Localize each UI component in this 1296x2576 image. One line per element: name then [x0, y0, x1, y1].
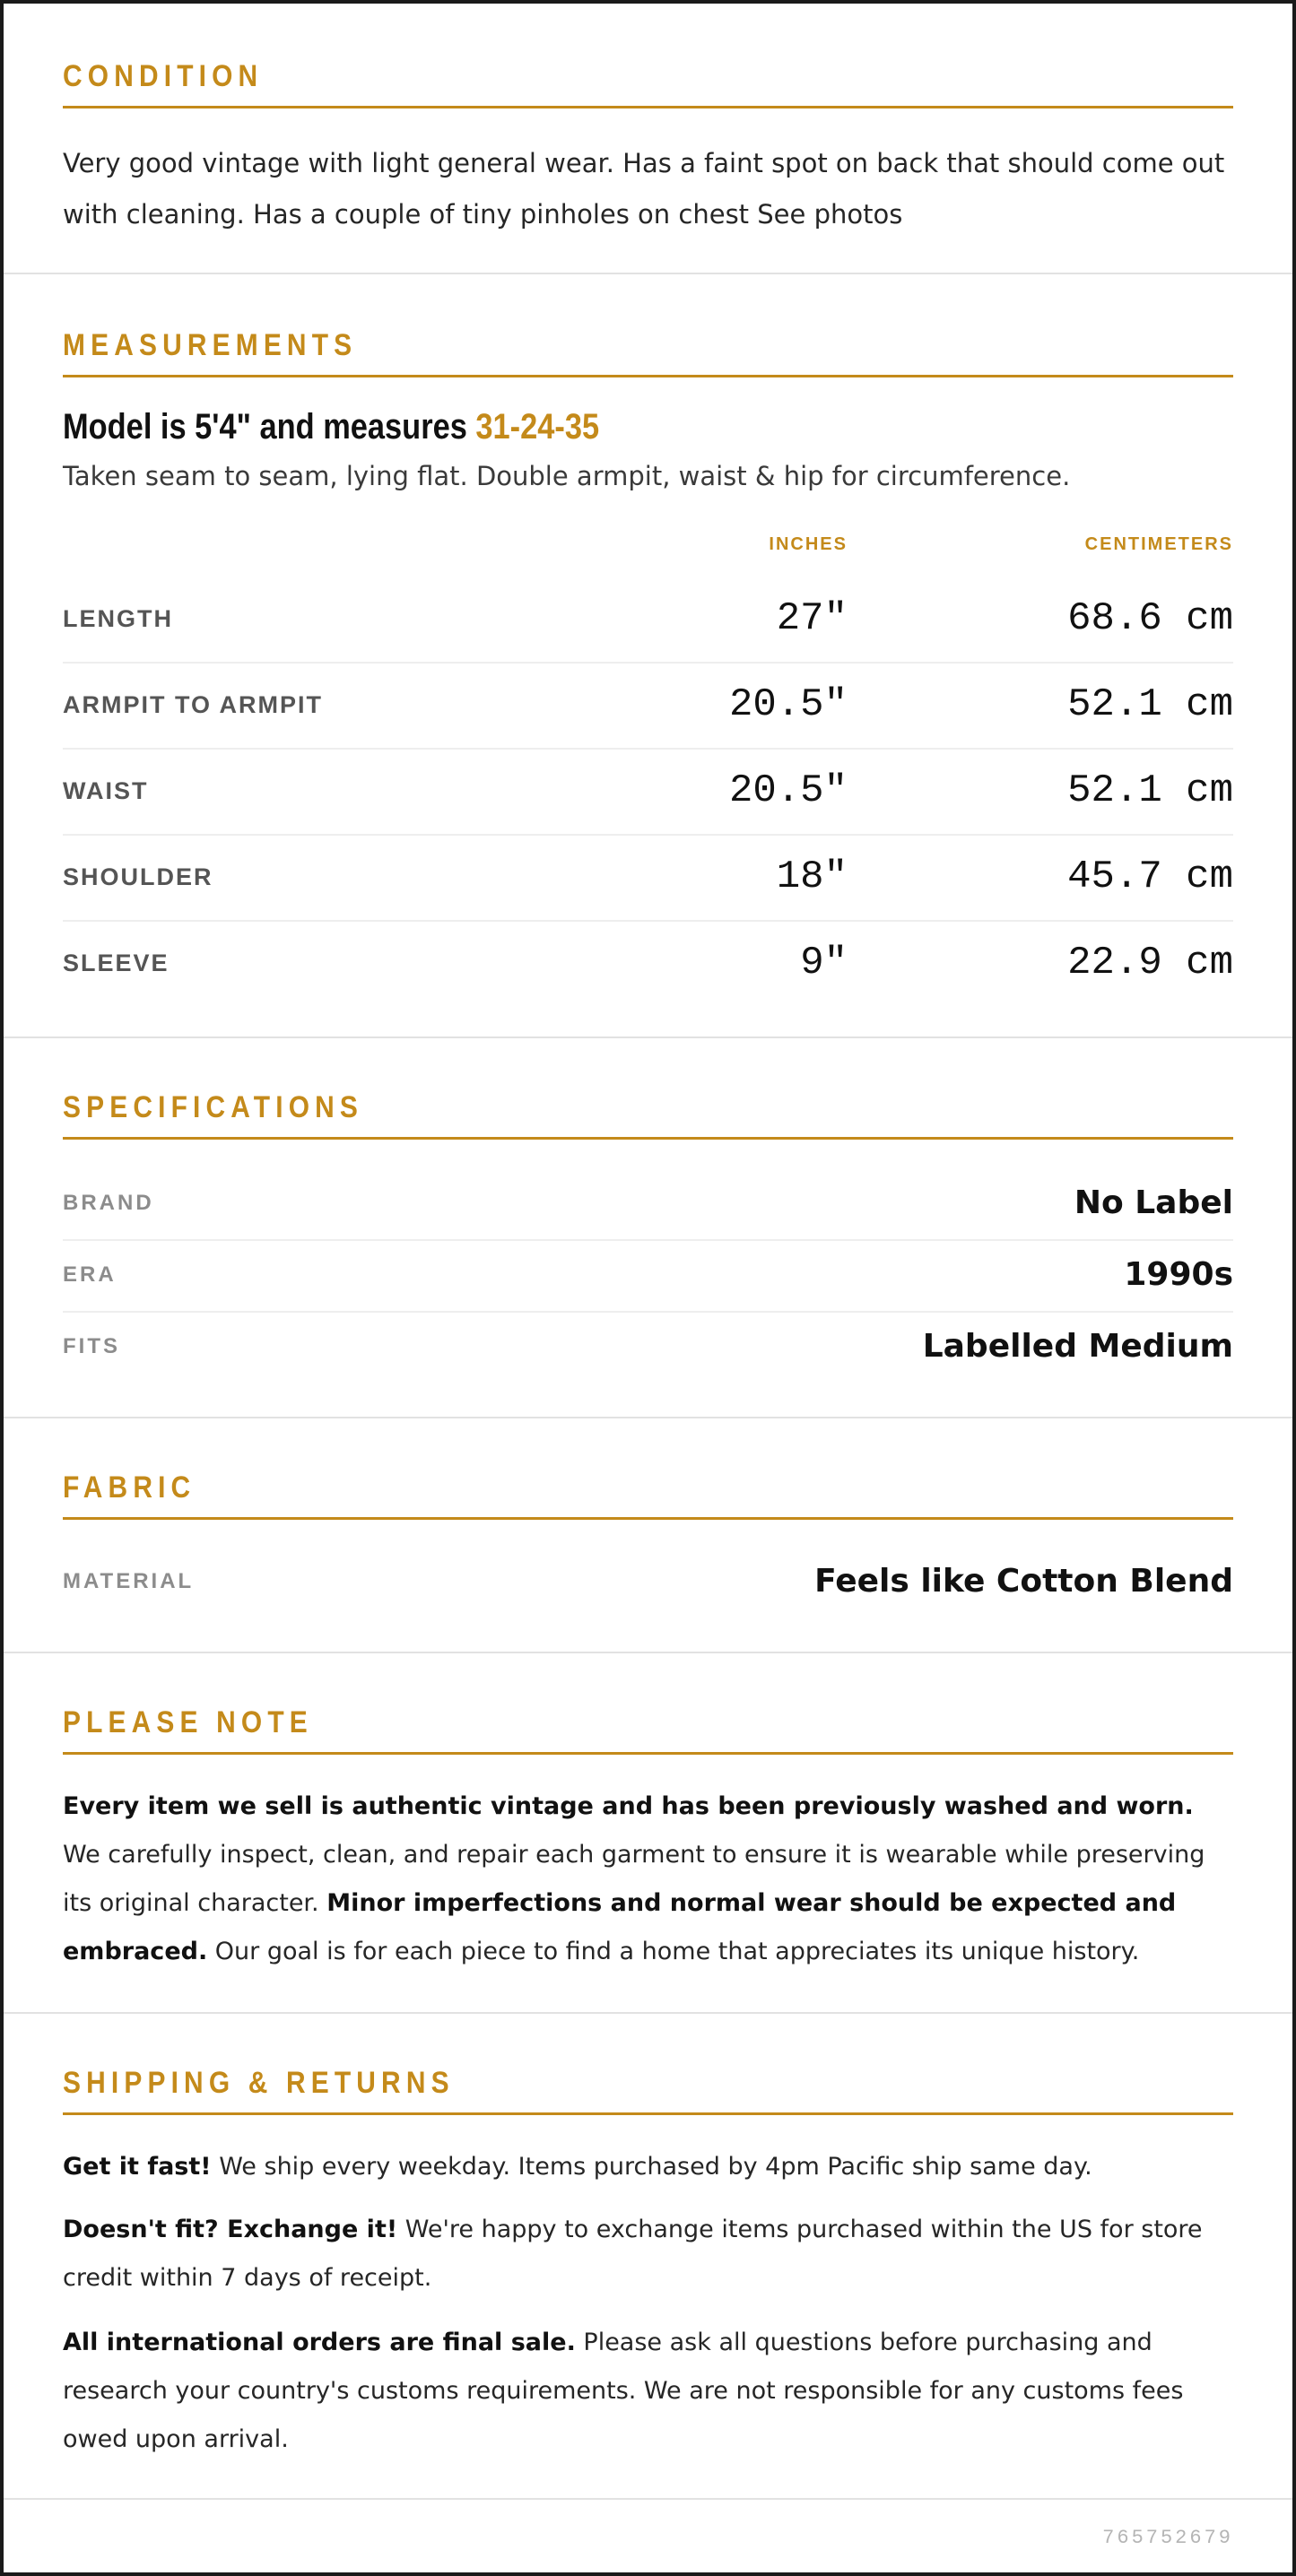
measurement-inches: 9" [800, 941, 848, 985]
exchange-bold: Doesn't fit? Exchange it! [63, 2216, 398, 2243]
condition-section [4, 4, 1292, 274]
goal-text: Our goal is for each piece to find a home that appreciates its unique history. [207, 1938, 1140, 1965]
exchange-text: We're happy to exchange items purchased within the US for store credit within 7 days of receipt. [63, 2216, 1203, 2292]
fabric-section [4, 1418, 1292, 1653]
shipping-speed-paragraph [63, 2143, 1233, 2191]
specifications-header [63, 1038, 1233, 1140]
inches-column-header: INCHES [769, 534, 848, 554]
measurements-header [63, 274, 1233, 377]
fabric-header [63, 1418, 1233, 1520]
measurement-label: SLEEVE [63, 950, 170, 976]
measurement-method-note: Taken seam to seam, lying flat. Double armpit, waist & hip for circumference. [63, 461, 1071, 491]
shipping-speed-bold: Get it fast! [63, 2153, 212, 2181]
spec-value: Labelled Medium [922, 1328, 1233, 1365]
measurement-cm: 68.6 cm [1067, 596, 1233, 641]
measurement-inches: 20.5" [728, 768, 848, 813]
shipping-title: SHIPPING & RETURNS [63, 2066, 455, 2100]
spec-label: ERA [63, 1262, 117, 1287]
measurement-label: ARMPIT TO ARMPIT [63, 691, 323, 718]
spec-row-era [63, 1239, 1233, 1313]
measurement-row [63, 576, 1233, 664]
inspection-text: We carefully inspect, clean, and repair each garment to ensure it is wearable while preserving its original character. [63, 1841, 1205, 1917]
measurement-cm: 52.1 cm [1067, 682, 1233, 727]
spec-value: 1990s [1124, 1256, 1233, 1293]
measurement-label: WAIST [63, 777, 149, 804]
international-paragraph [63, 2319, 1233, 2464]
imperfections-statement: Minor imperfections and normal wear should be expected and embraced. [63, 1889, 1177, 1965]
sku-number: 765752679 [1102, 2527, 1233, 2549]
measurement-row [63, 834, 1233, 922]
measurement-inches: 20.5" [728, 682, 848, 727]
please-note-section [4, 1653, 1292, 2014]
international-text: Please ask all questions before purchasing and research your country's customs requirements. We are not responsible for any customs fees owed upon arrival. [63, 2329, 1184, 2453]
specifications-title: SPECIFICATIONS [63, 1090, 364, 1124]
condition-text: Very good vintage with light general wear. Has a faint spot on back that should come out with cleaning. Has a couple of tiny pinholes on chest See photos [63, 148, 1225, 230]
shipping-returns-section [4, 2014, 1292, 2500]
spec-row-brand [63, 1167, 1233, 1241]
shipping-speed-text: We ship every weekday. Items purchased by 4pm Pacific ship same day. [211, 2153, 1092, 2181]
spec-label: BRAND [63, 1191, 154, 1215]
fabric-title: FABRIC [63, 1470, 196, 1505]
international-bold: All international orders are final sale. [63, 2329, 576, 2356]
shipping-header [63, 2014, 1233, 2115]
spec-label: FITS [63, 1334, 120, 1358]
condition-header [63, 4, 1233, 108]
specifications-section [4, 1038, 1292, 1418]
exchange-paragraph [63, 2206, 1233, 2303]
spec-label: MATERIAL [63, 1569, 195, 1593]
condition-title: CONDITION [63, 59, 264, 93]
spec-row-fits [63, 1311, 1233, 1383]
please-note-text [63, 1782, 1233, 1976]
measurement-inches: 27" [776, 596, 848, 641]
measurements-title: MEASUREMENTS [63, 328, 358, 362]
model-measures: 31-24-35 [475, 407, 600, 447]
please-note-header [63, 1653, 1233, 1755]
spec-value: Feels like Cotton Blend [814, 1563, 1233, 1600]
measurement-inches: 18" [776, 854, 848, 899]
model-measurements [63, 407, 599, 447]
measurement-label: SHOULDER [63, 863, 213, 890]
please-note-title: PLEASE NOTE [63, 1705, 313, 1739]
measurement-cm: 52.1 cm [1067, 768, 1233, 813]
spec-value: No Label [1074, 1184, 1233, 1221]
measurement-label: LENGTH [63, 605, 173, 632]
measurement-row [63, 920, 1233, 1006]
model-prefix: Model is 5'4" and measures [63, 407, 476, 447]
measurement-cm: 22.9 cm [1067, 941, 1233, 985]
authentic-vintage-statement: Every item we sell is authentic vintage and has been previously washed and worn. [63, 1792, 1194, 1820]
measurement-row [63, 748, 1233, 836]
spec-row-material [63, 1546, 1233, 1618]
measurement-row [63, 662, 1233, 750]
measurement-cm: 45.7 cm [1067, 854, 1233, 899]
centimeters-column-header: CENTIMETERS [1084, 534, 1233, 554]
measurements-section [4, 274, 1292, 1038]
